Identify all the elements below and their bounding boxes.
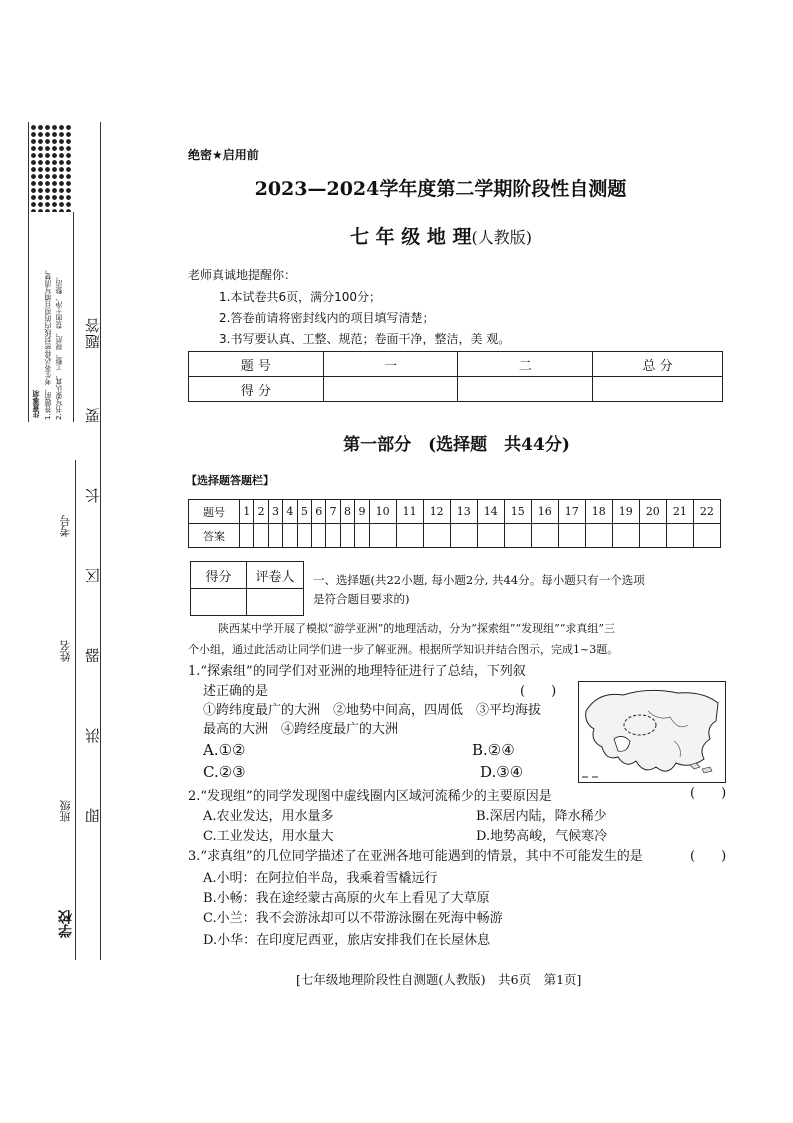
q2-option-b[interactable]: B.深居内陆，降水稀少 — [476, 809, 607, 824]
answer-cell[interactable] — [326, 524, 340, 548]
answer-sheet-table — [188, 499, 721, 548]
reminder-title: 老师真诚地提醒你： — [188, 268, 297, 282]
q2-option-c[interactable]: C.工业发达，用水量大 — [203, 829, 334, 844]
q1-stem-1: 1.“探索组”的同学们对亚洲的地理特征进行了总结，下列叙 — [188, 664, 526, 679]
notes-line-1: 1.答题前，考生务必将密封线内的项目填写清楚。 — [44, 266, 52, 420]
answer-sheet-number: 11 — [396, 500, 423, 524]
q3-option-c[interactable]: C.小兰：我不会游泳却可以不带游泳圈在死海中畅游 — [203, 911, 503, 926]
answer-sheet-number: 22 — [693, 500, 720, 524]
score-header-part2: 二 — [458, 352, 593, 377]
edition-label: (人教版) — [471, 228, 532, 247]
answer-cell[interactable] — [283, 524, 297, 548]
answer-cell[interactable] — [369, 524, 396, 548]
grader-table — [190, 561, 304, 616]
answer-cell[interactable] — [396, 524, 423, 548]
notes-title: 注意事项 — [32, 390, 40, 418]
margin-border-left — [28, 122, 29, 422]
seal-char-7: 洪 — [84, 728, 102, 743]
answer-cell[interactable] — [477, 524, 504, 548]
answer-sheet-number: 6 — [312, 500, 326, 524]
section1-instruction-1: 一、选择题(共22小题, 每小题2分, 共44分。每小题只有一个选项 — [313, 573, 645, 587]
q2-stem: 2.“发现组”的同学发现图中虚线圈内区域河流稀少的主要原因是 — [188, 789, 552, 804]
answer-sheet-number: 13 — [450, 500, 477, 524]
answer-cell[interactable] — [585, 524, 612, 548]
q2-option-d[interactable]: D.地势高峻，气候寒冷 — [476, 829, 608, 844]
q1-answer-paren: ( ) — [520, 684, 557, 699]
answer-cell[interactable] — [504, 524, 531, 548]
subject-title: 七 年 级 地 理 — [350, 226, 472, 248]
margin-border-inner — [73, 212, 74, 422]
answer-sheet-number: 8 — [340, 500, 354, 524]
school-label: 学校 — [58, 910, 74, 938]
seal-line — [100, 122, 101, 960]
q2-option-a[interactable]: A.农业发达，用水量多 — [203, 809, 334, 824]
answer-sheet-number: 15 — [504, 500, 531, 524]
answer-cell[interactable] — [423, 524, 450, 548]
score-table — [188, 351, 723, 402]
context-line-1: 陕西某中学开展了模拟“游学亚洲”的地理活动，分为“探索组”“发现组”“求真组”三 — [218, 622, 615, 635]
answer-sheet-number: 10 — [369, 500, 396, 524]
notes-line-2: 2.书写要认真、工整、规范，卷面干净、整洁。 — [55, 273, 63, 420]
answer-sheet-number: 20 — [639, 500, 666, 524]
grader-score-cell[interactable] — [191, 589, 247, 616]
reminder-item-1: 1.本试卷共6页，满分100分； — [219, 290, 381, 304]
answer-sheet-number: 7 — [326, 500, 340, 524]
score-header-number: 题 号 — [189, 352, 324, 377]
answer-cell[interactable] — [240, 524, 254, 548]
answer-cell[interactable] — [355, 524, 369, 548]
reminder-item-2: 2.答卷前请将密封线内的项目填写清楚； — [219, 311, 435, 325]
answer-sheet-number: 17 — [558, 500, 585, 524]
seal-char-3: 要 — [84, 408, 102, 423]
q1-option-b[interactable]: B.②④ — [472, 741, 515, 759]
seal-char-4: 长 — [84, 488, 102, 503]
answer-sheet-number: 14 — [477, 500, 504, 524]
answer-cell[interactable] — [531, 524, 558, 548]
answer-sheet-number: 18 — [585, 500, 612, 524]
reminder-item-3: 3.书写要认真、工整、规范；卷面干净，整洁，美 观。 — [219, 332, 511, 346]
page-footer: [七年级地理阶段性自测题(人教版) 共6页 第1页] — [296, 972, 582, 987]
fill-in-line — [75, 460, 76, 960]
q1-statements-1: ①跨纬度最广的大洲 ②地势中间高，四周低 ③平均海拔 — [203, 703, 542, 718]
answer-row-label-answer: 答案 — [189, 524, 240, 548]
seal-char-5: 区 — [84, 568, 102, 583]
answer-cell[interactable] — [666, 524, 693, 548]
answer-sheet-number: 21 — [666, 500, 693, 524]
q1-statements-2: 最高的大洲 ④跨经度最广的大洲 — [203, 722, 399, 737]
name-label: 姓名 — [59, 640, 72, 662]
answer-sheet-number: 19 — [612, 500, 639, 524]
q1-stem-2: 述正确的是 — [203, 684, 269, 699]
score-header-total: 总 分 — [593, 352, 723, 377]
seal-char-1: 答 — [84, 318, 102, 333]
score-cell[interactable] — [323, 377, 458, 402]
exam-title: 2023—2024学年度第二学期阶段性自测题 — [254, 178, 627, 200]
q3-option-d[interactable]: D.小华：在印度尼西亚，旅店安排我们在长屋休息 — [203, 933, 491, 948]
context-line-2: 个小组，通过此活动让同学们进一步了解亚洲。根据所学知识并结合图示，完成1~3题。 — [188, 643, 619, 656]
q3-stem: 3.“求真组”的几位同学描述了在亚洲各地可能遇到的情景，其中不可能发生的是 — [188, 849, 643, 864]
answer-sheet-number: 5 — [297, 500, 311, 524]
q1-option-c[interactable]: C.②③ — [203, 763, 246, 781]
answer-sheet-number: 9 — [355, 500, 369, 524]
exam-number-label: 考号 — [59, 515, 72, 537]
q1-option-a[interactable]: A.①② — [203, 741, 246, 759]
answer-sheet-number: 12 — [423, 500, 450, 524]
part1-title: 第一部分 (选择题 共44分) — [343, 435, 570, 455]
seal-char-6: 器 — [84, 648, 102, 663]
answer-sheet-title: 【选择题答题栏】 — [186, 474, 274, 487]
score-header-part1: 一 — [323, 352, 458, 377]
score-cell[interactable] — [593, 377, 723, 402]
seal-char-2: 题 — [84, 334, 102, 349]
asia-map — [578, 681, 726, 783]
score-row-label: 得 分 — [189, 377, 324, 402]
score-cell[interactable] — [458, 377, 593, 402]
grader-score-label: 得分 — [191, 562, 247, 589]
answer-sheet-number: 1 — [240, 500, 254, 524]
answer-cell[interactable] — [558, 524, 585, 548]
answer-cell[interactable] — [254, 524, 268, 548]
answer-cell[interactable] — [340, 524, 354, 548]
answer-cell[interactable] — [450, 524, 477, 548]
q2-answer-paren: ( ) — [690, 786, 727, 801]
grader-name-label: 评卷人 — [247, 562, 304, 589]
answer-cell[interactable] — [297, 524, 311, 548]
grader-name-cell[interactable] — [247, 589, 304, 616]
q3-option-a[interactable]: A.小明：在阿拉伯半岛，我乘着雪橇远行 — [203, 871, 438, 886]
answer-sheet-number: 16 — [531, 500, 558, 524]
class-label: 班级 — [59, 800, 72, 822]
seal-char-8: 即 — [84, 808, 102, 823]
section1-instruction-2: 是符合题目要求的) — [313, 592, 410, 606]
answer-sheet-number: 2 — [254, 500, 268, 524]
answer-cell[interactable] — [268, 524, 282, 548]
answer-cell[interactable] — [639, 524, 666, 548]
answer-sheet-number: 4 — [283, 500, 297, 524]
answer-cell[interactable] — [312, 524, 326, 548]
confidential-mark: 绝密★启用前 — [188, 148, 259, 162]
answer-sheet-number: 3 — [268, 500, 282, 524]
q1-option-d[interactable]: D.③④ — [480, 763, 524, 781]
answer-cell[interactable] — [693, 524, 720, 548]
answer-row-label-number: 题号 — [189, 500, 240, 524]
q3-answer-paren: ( ) — [690, 849, 727, 864]
answer-cell[interactable] — [612, 524, 639, 548]
subject-line — [350, 222, 532, 249]
q3-option-b[interactable]: B.小畅：我在途经蒙古高原的火车上看见了大草原 — [203, 891, 490, 906]
